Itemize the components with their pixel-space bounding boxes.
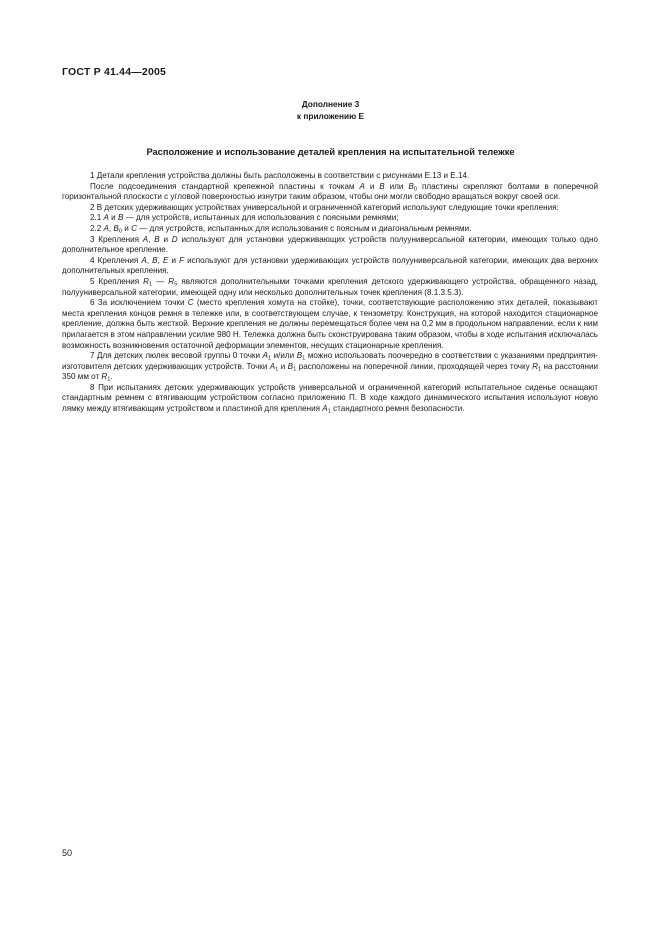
- text-run: 8 При испытаниях детских удерживающих устройств универсальной и ограниченной категорий испытательное сиденье оснащают стандартным ремнем с втягивающим устройством согласно приложению П. В ходе каждого динамического испытания используют новую лямку между втягивающим устройством и пластиной для крепления: [62, 382, 598, 414]
- subscript: 1: [267, 355, 272, 362]
- text-run: и: [122, 223, 132, 233]
- subscript: 1: [327, 408, 331, 415]
- subscript: 5: [174, 281, 178, 288]
- section-title: Расположение и использование деталей крепления на испытательной тележке: [146, 147, 515, 157]
- paragraph-2: [62, 203, 598, 214]
- point-label: F: [179, 255, 185, 265]
- subscript: 1: [302, 355, 306, 362]
- point-label: A: [262, 351, 268, 361]
- point-label: B: [117, 213, 124, 223]
- subscript: 1: [149, 281, 153, 288]
- point-label: D: [171, 234, 178, 244]
- text-run: 1 Детали крепления устройства должны быть расположены в соответствии с рисунками Е.13 и Е.14.: [90, 171, 470, 180]
- point-label: B: [296, 351, 303, 361]
- text-run: ,: [146, 255, 153, 265]
- text-run: или: [384, 181, 409, 191]
- point-label: A: [103, 223, 109, 233]
- point-label: E: [162, 255, 169, 265]
- subscript: 1: [107, 376, 111, 383]
- point-label: B: [152, 255, 158, 265]
- paragraph-5: [62, 277, 598, 298]
- text-run: и: [278, 361, 288, 371]
- paragraph-6: [62, 298, 598, 351]
- appendix-heading: [0, 98, 661, 122]
- subscript: 1: [275, 366, 279, 373]
- appendix-heading-line2: к приложению Е: [296, 111, 365, 121]
- text-run: и: [168, 255, 180, 265]
- text-run: 5 Крепления: [90, 276, 144, 286]
- paragraph-3: [62, 235, 598, 256]
- subscript: 1: [293, 366, 297, 373]
- text-run: 3 Крепления: [90, 234, 143, 244]
- subscript: 0: [118, 228, 123, 235]
- text-run: .: [110, 372, 113, 382]
- point-label: A: [269, 361, 276, 371]
- text-run: ,: [148, 234, 155, 244]
- point-label: A: [103, 213, 109, 223]
- paragraph-2-2: [62, 224, 598, 235]
- text-run: 4 Крепления: [90, 255, 142, 265]
- text-run: и: [108, 213, 118, 223]
- text-run: ,: [108, 223, 114, 233]
- point-label: C: [131, 223, 137, 233]
- text-run: на расстоянии 350 мм от: [62, 361, 599, 382]
- text-run: можно использовать поочередно в соответствии с указаниями предприятия-изготовителя детских удерживающих устройств. Точки: [62, 351, 598, 371]
- document-header: ГОСТ Р 41.44—2005: [62, 66, 167, 78]
- paragraph-1-continuation: [62, 182, 598, 203]
- point-label: B: [113, 223, 119, 233]
- paragraph-2-1: [62, 213, 598, 224]
- point-label: B: [154, 234, 160, 244]
- text-run: (место крепления хомута на стойке), точки, соответствующие расположению этих деталей, показывают места крепления концов ремня в тележке или, в соответствующем случае, к тензометру. Конструкция, на которой находится стационарное крепление, должна быть жесткой. Верхние крепления не должны перемещаться более чем на 0,2 мм в продольном направлении, если к ним прилагается в этом направлении усилие 980 Н. Тележка должна быть сконструирована таким образом, чтобы в ходе испытания исключалась возможность возникновения остаточной деформации элементов, несущих стационарные крепления.: [62, 298, 598, 350]
- point-label: C: [187, 298, 194, 308]
- text-run: и/или: [271, 351, 297, 361]
- point-label: R: [101, 372, 108, 382]
- point-label: R: [532, 361, 538, 371]
- point-label: B: [287, 361, 294, 371]
- paragraph-4: [62, 256, 598, 277]
- text-run: 2.1: [90, 213, 104, 223]
- point-label: A: [322, 404, 328, 414]
- paragraph-1: [62, 171, 598, 182]
- text-run: используют для установки удерживающих устройств полууниверсальной категории, имеющих только одно дополнительное крепление.: [62, 234, 598, 255]
- text-run: и: [364, 181, 380, 191]
- text-run: — для устройств, испытанных для использования с поясными ремнями;: [123, 213, 399, 223]
- text-run: 2.2: [90, 223, 104, 233]
- point-label: R: [143, 276, 150, 286]
- text-run: 6 За исключением точки: [90, 298, 188, 308]
- paragraph-8: [62, 383, 598, 415]
- text-run: 7 Для детских люлек весовой группы 0 точки: [90, 351, 263, 361]
- text-run: ,: [157, 255, 163, 265]
- point-label: A: [142, 234, 149, 244]
- text-run: После подсоединения стандартной крепежной пластины к точкам: [90, 181, 360, 191]
- point-label: B: [379, 181, 385, 191]
- text-run: —: [152, 276, 169, 286]
- subscript: 0: [413, 186, 418, 193]
- point-label: R: [168, 276, 175, 286]
- text-run: являются дополнительными точками крепления детского удерживающего устройства, обращенного назад, полууниверсальной категории, имеющей одну или несколько дополнительных точек крепления (8.1.3.5.3).: [62, 276, 598, 297]
- page-number: 50: [62, 848, 73, 858]
- text-run: — для устройств, испытанных для использования с поясным и диагональным ремнями.: [136, 223, 472, 233]
- text-run: 2 В детских удерживающих устройствах универсальной и ограниченной категорий используют следующие точки крепления:: [90, 202, 559, 212]
- subscript: 1: [537, 366, 542, 373]
- point-label: A: [359, 181, 365, 191]
- text-run: расположены на поперечной линии, проходящей через точку: [296, 361, 533, 371]
- point-label: B: [408, 181, 414, 191]
- point-label: A: [141, 255, 147, 265]
- body-text: [62, 171, 598, 415]
- paragraph-7: [62, 351, 598, 383]
- text-run: пластины скрепляют болтами в поперечной горизонтальной плоскости с угловой поверхностью изнутри таким образом, чтобы они могли свободно вращаться вокруг своей оси.: [62, 181, 598, 202]
- text-run: используют для установки удерживающих устройств полууниверсальной категории, имеющих два верхних дополнительных крепления.: [62, 255, 599, 276]
- appendix-heading-line1: Дополнение 3: [301, 99, 360, 109]
- text-run: и: [159, 234, 172, 244]
- text-run: стандартного ремня безопасности.: [330, 404, 465, 414]
